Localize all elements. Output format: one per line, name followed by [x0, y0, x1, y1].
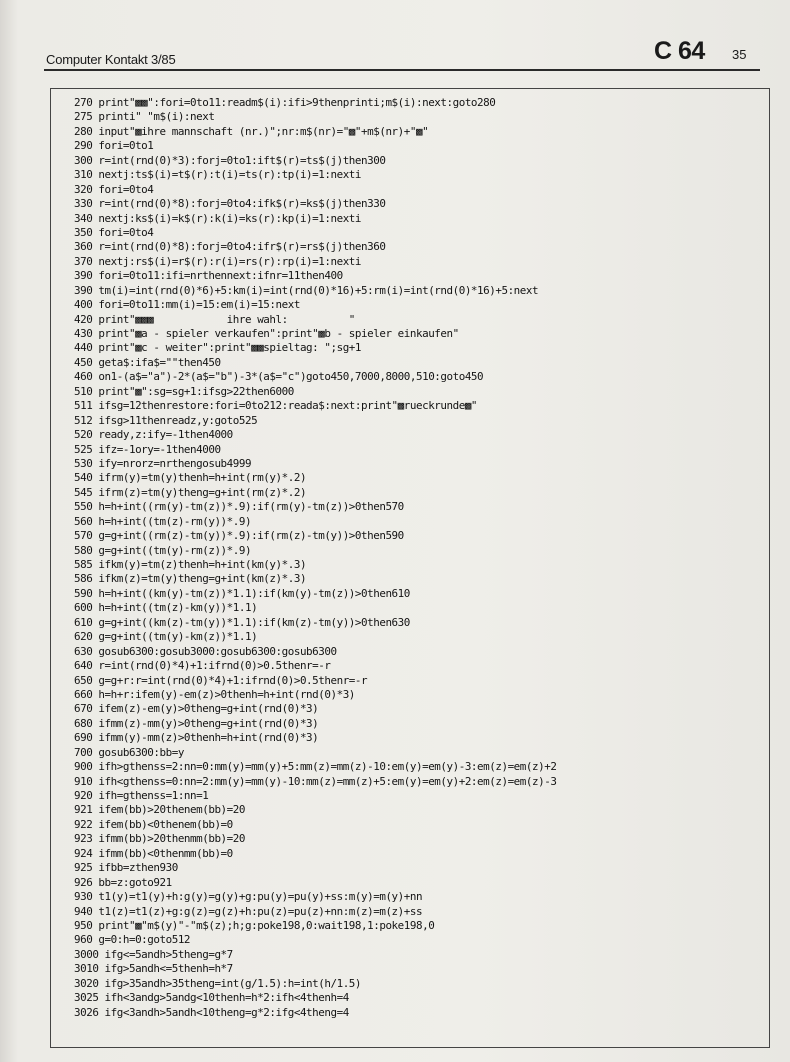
code-line: 926 bb=z:goto921: [74, 875, 172, 889]
code-line: 620 g=g+int((tm(y)-km(z))*1.1): [74, 630, 258, 644]
code-line: 570 g=g+int((rm(z)-tm(y))*.9):if(rm(z)-tm(y))>0then590: [74, 529, 404, 543]
code-line: 590 h=h+int((km(y)-tm(z))*1.1):if(km(y)-tm(z))>0then610: [74, 586, 410, 600]
code-line: 370 nextj:rs$(i)=r$(r):r(i)=rs(r):rp(i)=1:nexti: [74, 254, 362, 268]
code-line: 950 print"▩"m$(y)"-"m$(z);h;g:poke198,0:wait198,1:poke198,0: [74, 918, 435, 932]
code-line: 310 nextj:ts$(i)=t$(r):t(i)=ts(r):tp(i)=1:nexti: [74, 168, 362, 182]
code-line: 545 ifrm(z)=tm(y)theng=g+int(rm(z)*.2): [74, 485, 307, 499]
code-line: 280 input"▩ihre mannschaft (nr.)";nr:m$(nr)="▩"+m$(nr)+"▩": [74, 124, 429, 138]
code-line: 360 r=int(rnd(0)*8):forj=0to4:ifr$(r)=rs$(j)then360: [74, 240, 386, 254]
code-line: 450 geta$:ifa$=""then450: [74, 355, 221, 369]
code-line: 960 g=0:h=0:goto512: [74, 933, 191, 947]
basic-listing: [74, 96, 556, 1020]
code-line: 400 fori=0to11:mm(i)=15:em(i)=15:next: [74, 298, 300, 312]
code-line: 610 g=g+int((km(z)-tm(y))*1.1):if(km(z)-tm(y))>0then630: [74, 615, 410, 629]
code-line: 420 print"▩▩▩ ihre wahl: ": [74, 312, 355, 326]
code-line: 3026 ifg<3andh>5andh<10theng=g*2:ifg<4theng=4: [74, 1005, 349, 1019]
code-line: 430 print"▩a - spieler verkaufen":print"▩b - spieler einkaufen": [74, 327, 459, 340]
code-line: 440 print"▩c - weiter":print"▩▩spieltag: ";sg+1: [74, 341, 362, 355]
code-line: 290 fori=0to1: [74, 139, 154, 153]
code-line: 460 on1-(a$="a")-2*(a$="b")-3*(a$="c")goto450,7000,8000,510:goto450: [74, 370, 484, 384]
code-line: 923 ifmm(bb)>20thenmm(bb)=20: [74, 832, 245, 846]
code-line: 300 r=int(rnd(0)*3):forj=0to1:ift$(r)=ts$(j)then300: [74, 153, 386, 167]
code-line: 920 ifh=gthenss=1:nn=1: [74, 789, 209, 802]
code-line: 511 ifsg=12thenrestore:fori=0to212:reada$:next:print"▩rueckrunde▩": [74, 399, 478, 413]
code-line: 921 ifem(bb)>20thenem(bb)=20: [74, 803, 245, 817]
code-line: 3025 ifh<3andg>5andg<10thenh=h*2:ifh<4thenh=4: [74, 991, 349, 1005]
code-line: 540 ifrm(y)=tm(y)thenh=h+int(rm(y)*.2): [74, 471, 307, 485]
code-line: 530 ify=nrorz=nrthengosub4999: [74, 456, 252, 470]
code-line: 585 ifkm(y)=tm(z)thenh=h+int(km(y)*.3): [74, 558, 307, 571]
code-line: 925 ifbb=zthen930: [74, 861, 178, 875]
code-line: 600 h=h+int((tm(z)-km(y))*1.1): [74, 601, 258, 615]
code-line: 690 ifmm(y)-mm(z)>0thenh=h+int(rnd(0)*3): [74, 731, 319, 745]
code-line: 550 h=h+int((rm(y)-tm(z))*.9):if(rm(y)-tm(z))>0then570: [74, 500, 404, 514]
code-line: 630 gosub6300:gosub3000:gosub6300:gosub6300: [74, 644, 337, 658]
code-line: 390 fori=0to11:ifi=nrthennext:ifnr=11then400: [74, 269, 343, 283]
code-line: 510 print"▩":sg=sg+1:ifsg>22then6000: [74, 384, 294, 398]
code-line: 340 nextj:ks$(i)=k$(r):k(i)=ks(r):kp(i)=1:nexti: [74, 211, 362, 225]
code-line: 3000 ifg<=5andh>5theng=g*7: [74, 947, 233, 961]
code-line: 270 print"▩▩":fori=0to11:readm$(i):ifi>9thenprinti;m$(i):next:goto280: [74, 96, 496, 109]
code-line: 940 t1(z)=t1(z)+g:g(z)=g(z)+h:pu(z)=pu(z)+nn:m(z)=m(z)+ss: [74, 904, 423, 918]
code-line: 700 gosub6300:bb=y: [74, 745, 184, 759]
code-line: 924 ifmm(bb)<0thenmm(bb)=0: [74, 846, 233, 860]
code-line: 910 ifh<gthenss=0:nn=2:mm(y)=mm(y)-10:mm(z)=mm(z)+5:em(y)=em(y)+2:em(z)=em(z)-3: [74, 774, 557, 788]
code-line: 900 ifh>gthenss=2:nn=0:mm(y)=mm(y)+5:mm(z)=mm(z)-10:em(y)=em(y)-3:em(z)=em(z)+2: [74, 760, 557, 774]
platform-label: C 64: [654, 37, 705, 65]
code-line: 275 printi" "m$(i):next: [74, 110, 215, 124]
code-line: 3020 ifg>35andh>35theng=int(g/1.5):h=int(h/1.5): [74, 976, 362, 990]
code-line: 650 g=g+r:r=int(rnd(0)*4)+1:ifrnd(0)>0.5thenr=-r: [74, 673, 368, 687]
code-line: 670 ifem(z)-em(y)>0theng=g+int(rnd(0)*3): [74, 702, 319, 716]
code-line: 512 ifsg>11thenreadz,y:goto525: [74, 413, 258, 427]
code-line: 520 ready,z:ify=-1then4000: [74, 428, 233, 442]
header-rule: [44, 69, 760, 71]
code-line: 930 t1(y)=t1(y)+h:g(y)=g(y)+g:pu(y)=pu(y)+ss:m(y)=m(y)+nn: [74, 890, 423, 904]
code-line: 660 h=h+r:ifem(y)-em(z)>0thenh=h+int(rnd(0)*3): [74, 687, 355, 701]
magazine-issue-title: Computer Kontakt 3/85: [46, 52, 176, 67]
code-line: 3010 ifg>5andh<=5thenh=h*7: [74, 962, 233, 976]
page-number: 35: [732, 47, 747, 62]
code-line: 580 g=g+int((tm(y)-rm(z))*.9): [74, 543, 252, 557]
code-line: 560 h=h+int((tm(z)-rm(y))*.9): [74, 514, 252, 528]
code-line: 922 ifem(bb)<0thenem(bb)=0: [74, 817, 233, 831]
code-line: 586 ifkm(z)=tm(y)theng=g+int(km(z)*.3): [74, 572, 307, 586]
code-line: 320 fori=0to4: [74, 182, 154, 196]
code-line: 390 tm(i)=int(rnd(0)*6)+5:km(i)=int(rnd(0)*16)+5:rm(i)=int(rnd(0)*16)+5:next: [74, 283, 539, 297]
code-line: 330 r=int(rnd(0)*8):forj=0to4:ifk$(r)=ks$(j)then330: [74, 197, 386, 211]
code-line: 350 fori=0to4: [74, 225, 154, 239]
code-line: 525 ifz=-1ory=-1then4000: [74, 442, 221, 456]
code-line: 640 r=int(rnd(0)*4)+1:ifrnd(0)>0.5thenr=-r: [74, 659, 331, 673]
code-line: 680 ifmm(z)-mm(y)>0theng=g+int(rnd(0)*3): [74, 716, 319, 730]
